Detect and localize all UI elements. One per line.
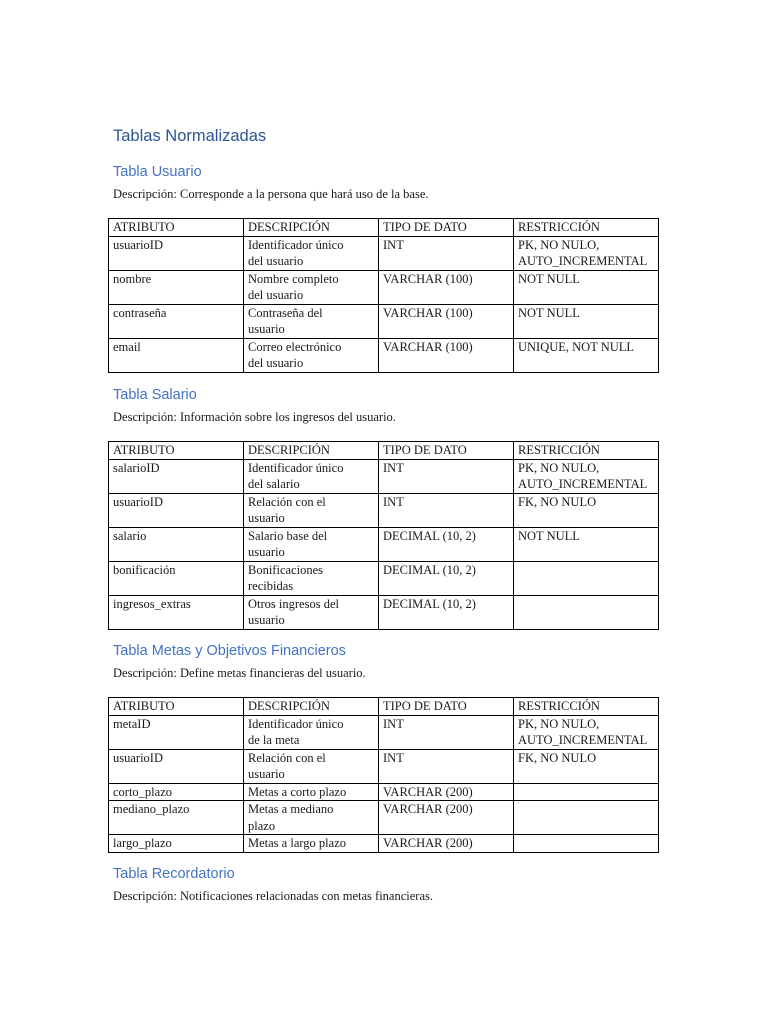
table-header-row — [109, 219, 659, 237]
cell-text: NOT NULL — [518, 305, 580, 320]
column-header-atributo: ATRIBUTO — [109, 442, 244, 460]
table-header-row — [109, 442, 659, 460]
cell-tipo-de-dato — [379, 749, 514, 783]
section-title-usuario: Tabla Usuario — [113, 164, 202, 180]
cell-tipo-de-dato — [379, 236, 514, 270]
table-row — [109, 835, 659, 853]
cell-tipo-de-dato — [379, 801, 514, 835]
cell-restriccion — [514, 338, 659, 372]
cell-atributo — [109, 459, 244, 493]
section-title-salario: Tabla Salario — [113, 387, 197, 403]
table-row — [109, 236, 659, 270]
cell-descripcion — [244, 801, 379, 835]
table-row — [109, 561, 659, 595]
cell-text: DECIMAL (10, 2) — [383, 562, 476, 577]
cell-tipo-de-dato — [379, 493, 514, 527]
cell-text: usuarioID — [113, 494, 163, 509]
cell-descripcion — [244, 561, 379, 595]
cell-text: del salario — [248, 477, 300, 491]
column-header-restriccion: RESTRICCIÓN — [514, 442, 659, 460]
cell-text: usuarioID — [113, 237, 163, 252]
cell-restriccion — [514, 749, 659, 783]
cell-descripcion — [244, 749, 379, 783]
cell-text: email — [113, 339, 141, 354]
cell-text: INT — [383, 494, 404, 509]
cell-text: metaID — [113, 716, 151, 731]
cell-text: AUTO_INCREMENTAL — [518, 254, 648, 268]
cell-text: Identificador único — [248, 237, 344, 252]
cell-text: VARCHAR (200) — [383, 802, 473, 816]
cell-atributo — [109, 783, 244, 801]
cell-descripcion — [244, 715, 379, 749]
cell-atributo — [109, 749, 244, 783]
cell-tipo-de-dato — [379, 304, 514, 338]
cell-text: VARCHAR (200) — [383, 836, 473, 850]
cell-text: FK, NO NULO — [518, 494, 597, 509]
cell-text: Bonificaciones — [248, 562, 323, 577]
table-row — [109, 715, 659, 749]
section-title-recordatorio: Tabla Recordatorio — [113, 866, 235, 882]
cell-text: salario — [113, 528, 147, 543]
column-header-tipo-de-dato: TIPO DE DATO — [379, 698, 514, 716]
cell-tipo-de-dato — [379, 561, 514, 595]
cell-restriccion — [514, 561, 659, 595]
cell-tipo-de-dato — [379, 270, 514, 304]
cell-atributo — [109, 527, 244, 561]
table-row — [109, 304, 659, 338]
cell-text: Identificador único — [248, 716, 344, 731]
cell-text: usuario — [248, 767, 285, 781]
cell-text: PK, NO NULO, — [518, 716, 600, 731]
cell-descripcion — [244, 527, 379, 561]
cell-tipo-de-dato — [379, 338, 514, 372]
cell-text: PK, NO NULO, — [518, 237, 600, 252]
cell-text: usuario — [248, 545, 285, 559]
cell-text: INT — [383, 460, 404, 475]
cell-text — [518, 801, 658, 818]
cell-text: VARCHAR (100) — [383, 305, 473, 320]
cell-atributo — [109, 715, 244, 749]
cell-text — [518, 784, 658, 801]
cell-descripcion — [244, 835, 379, 853]
cell-restriccion — [514, 715, 659, 749]
cell-text: usuarioID — [113, 750, 163, 765]
column-header-restriccion: RESTRICCIÓN — [514, 219, 659, 237]
cell-text: FK, NO NULO — [518, 750, 597, 765]
cell-text: nombre — [113, 271, 152, 286]
table-row — [109, 801, 659, 835]
column-header-restriccion: RESTRICCIÓN — [514, 698, 659, 716]
cell-text: INT — [383, 750, 404, 765]
cell-text: plazo — [248, 818, 276, 833]
table-header-row — [109, 698, 659, 716]
column-header-descripcion: DESCRIPCIÓN — [244, 698, 379, 716]
cell-descripcion — [244, 459, 379, 493]
cell-text: UNIQUE, NOT NULL — [518, 339, 635, 354]
cell-text: AUTO_INCREMENTAL — [518, 477, 648, 491]
cell-restriccion — [514, 493, 659, 527]
cell-text: NOT NULL — [518, 528, 580, 543]
cell-atributo — [109, 835, 244, 853]
section-description-metas: Descripción: Define metas financieras del usuario. — [113, 666, 366, 680]
cell-text: usuario — [248, 322, 285, 336]
cell-atributo — [109, 493, 244, 527]
table-row — [109, 459, 659, 493]
cell-tipo-de-dato — [379, 835, 514, 853]
table-row — [109, 783, 659, 801]
cell-text: del usuario — [248, 356, 304, 370]
cell-text: Relación con el — [248, 750, 326, 765]
cell-text: DECIMAL (10, 2) — [383, 528, 476, 543]
table-row — [109, 749, 659, 783]
cell-text: Correo electrónico — [248, 339, 342, 354]
table-row — [109, 338, 659, 372]
table-metas — [108, 697, 659, 853]
cell-text: Otros ingresos del — [248, 596, 339, 611]
column-header-descripcion: DESCRIPCIÓN — [244, 442, 379, 460]
table-row — [109, 527, 659, 561]
cell-tipo-de-dato — [379, 715, 514, 749]
cell-text: corto_plazo — [113, 784, 173, 799]
section-description-recordatorio: Descripción: Notificaciones relacionadas con metas financieras. — [113, 889, 434, 903]
column-header-tipo-de-dato: TIPO DE DATO — [379, 219, 514, 237]
page-title: Tablas Normalizadas — [113, 127, 267, 145]
cell-text: PK, NO NULO, — [518, 460, 600, 475]
cell-text: Identificador único — [248, 460, 344, 475]
cell-text: contraseña — [113, 305, 167, 320]
column-header-atributo: ATRIBUTO — [109, 698, 244, 716]
section-description-salario: Descripción: Información sobre los ingresos del usuario. — [113, 410, 396, 424]
cell-restriccion — [514, 304, 659, 338]
cell-text: Metas a largo plazo — [248, 836, 346, 850]
cell-text: Nombre completo — [248, 271, 339, 286]
cell-descripcion — [244, 304, 379, 338]
cell-restriccion — [514, 783, 659, 801]
cell-text: Relación con el — [248, 494, 326, 509]
table-usuario — [108, 218, 659, 373]
cell-restriccion — [514, 835, 659, 853]
cell-tipo-de-dato — [379, 527, 514, 561]
cell-text: VARCHAR (100) — [383, 271, 473, 286]
cell-restriccion — [514, 236, 659, 270]
cell-text: del usuario — [248, 288, 304, 302]
column-header-tipo-de-dato: TIPO DE DATO — [379, 442, 514, 460]
section-title-metas: Tabla Metas y Objetivos Financieros — [113, 643, 346, 659]
cell-text: ingresos_extras — [113, 596, 191, 611]
cell-descripcion — [244, 595, 379, 629]
cell-text: recibidas — [248, 579, 294, 593]
cell-text: NOT NULL — [518, 271, 580, 286]
cell-text: de la meta — [248, 733, 300, 747]
table-row — [109, 493, 659, 527]
cell-descripcion — [244, 493, 379, 527]
cell-atributo — [109, 338, 244, 372]
cell-restriccion — [514, 527, 659, 561]
cell-text: INT — [383, 237, 404, 252]
cell-text: salarioID — [113, 460, 160, 475]
cell-text — [518, 596, 658, 613]
cell-text: bonificación — [113, 562, 176, 577]
cell-restriccion — [514, 801, 659, 835]
cell-restriccion — [514, 595, 659, 629]
cell-text: Metas a mediano — [248, 802, 334, 816]
cell-text: Salario base del — [248, 528, 328, 543]
cell-descripcion — [244, 338, 379, 372]
table-row — [109, 270, 659, 304]
cell-atributo — [109, 561, 244, 595]
table-salario — [108, 441, 659, 630]
cell-restriccion — [514, 459, 659, 493]
cell-text: del usuario — [248, 254, 304, 268]
table-row — [109, 595, 659, 629]
cell-tipo-de-dato — [379, 783, 514, 801]
cell-tipo-de-dato — [379, 595, 514, 629]
cell-text — [518, 835, 658, 852]
cell-atributo — [109, 595, 244, 629]
column-header-atributo: ATRIBUTO — [109, 219, 244, 237]
cell-descripcion — [244, 270, 379, 304]
cell-text: mediano_plazo — [113, 802, 190, 816]
cell-text: INT — [383, 716, 404, 731]
cell-descripcion — [244, 236, 379, 270]
cell-text — [518, 562, 658, 579]
cell-atributo — [109, 270, 244, 304]
cell-text: Metas a corto plazo — [248, 784, 347, 799]
cell-text: DECIMAL (10, 2) — [383, 596, 476, 611]
section-description-usuario: Descripción: Corresponde a la persona que hará uso de la base. — [113, 187, 429, 201]
cell-text: VARCHAR (100) — [383, 339, 473, 354]
cell-restriccion — [514, 270, 659, 304]
cell-descripcion — [244, 783, 379, 801]
cell-text: VARCHAR (200) — [383, 784, 473, 799]
column-header-descripcion: DESCRIPCIÓN — [244, 219, 379, 237]
cell-atributo — [109, 304, 244, 338]
cell-text: usuario — [248, 613, 285, 627]
cell-text: Contraseña del — [248, 305, 323, 320]
cell-text: usuario — [248, 511, 285, 525]
cell-atributo — [109, 236, 244, 270]
cell-text: AUTO_INCREMENTAL — [518, 733, 648, 747]
cell-atributo — [109, 801, 244, 835]
cell-tipo-de-dato — [379, 459, 514, 493]
cell-text: largo_plazo — [113, 836, 172, 850]
